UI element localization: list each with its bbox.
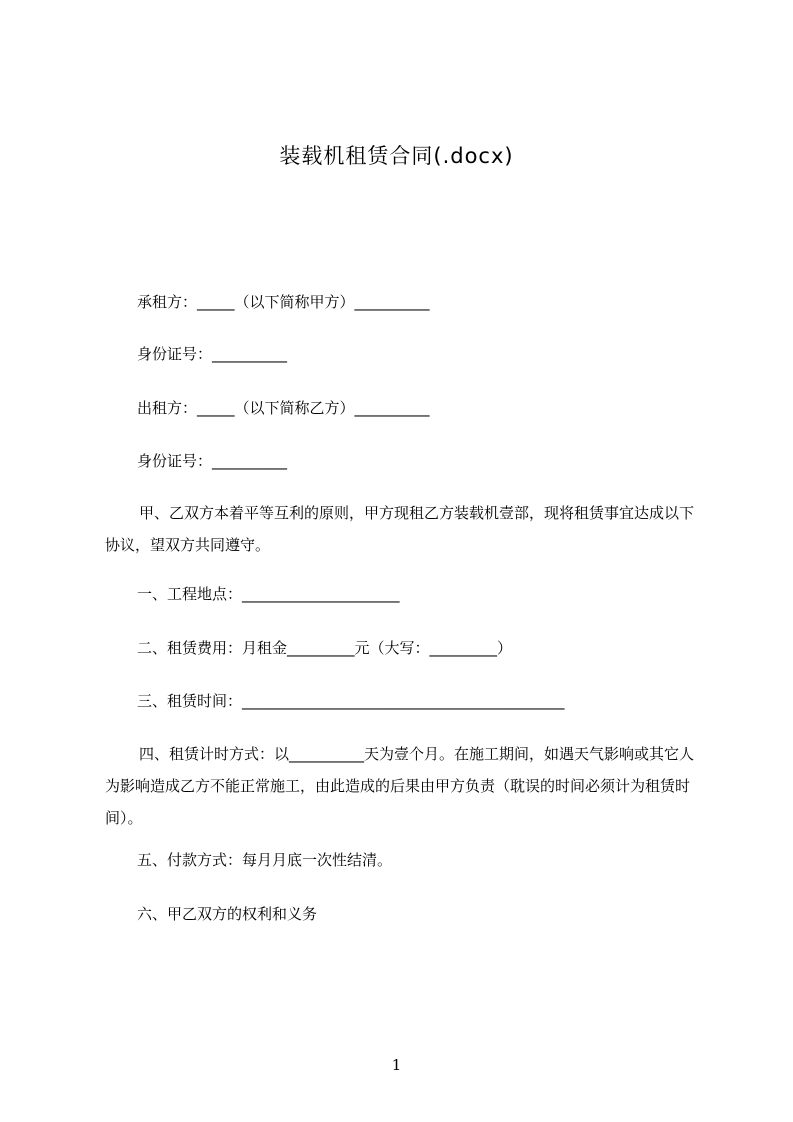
document-title: 装载机租赁合同(.docx)	[279, 144, 514, 168]
page-number: 1	[391, 1056, 402, 1074]
clause-4-paragraph	[105, 738, 705, 834]
intro-paragraph	[105, 497, 705, 561]
lessee-id-line: 身份证号：__________	[137, 345, 288, 363]
clause-4-text: 四、租赁计时方式：以__________天为壹个月。在施工期间，如遇天气影响或其它人为影响造成乙方不能正常施工，由此造成的后果由甲方负责（耽误的时间必须计为租赁时间）。	[105, 745, 695, 827]
lessor-line: 出租方：_____（以下简称乙方）__________	[137, 399, 430, 417]
lessee-line: 承租方：_____（以下简称甲方）__________	[137, 293, 430, 311]
intro-text: 甲、乙双方本着平等互利的原则，甲方现租乙方装载机壹部，现将租赁事宜达成以下协议，望双方共同遵守。	[105, 504, 695, 554]
clause-3-line: 三、租赁时间：___________________________________________	[137, 692, 565, 710]
clause-1-line: 一、工程地点：_____________________	[137, 585, 400, 603]
lessor-id-line: 身份证号：__________	[137, 452, 288, 470]
clause-5-line: 五、付款方式：每月月底一次性结清。	[137, 851, 393, 869]
clause-6-line: 六、甲乙双方的权利和义务	[137, 905, 318, 923]
clause-2-line: 二、租赁费用：月租金_________元（大写：_________）	[137, 639, 513, 657]
